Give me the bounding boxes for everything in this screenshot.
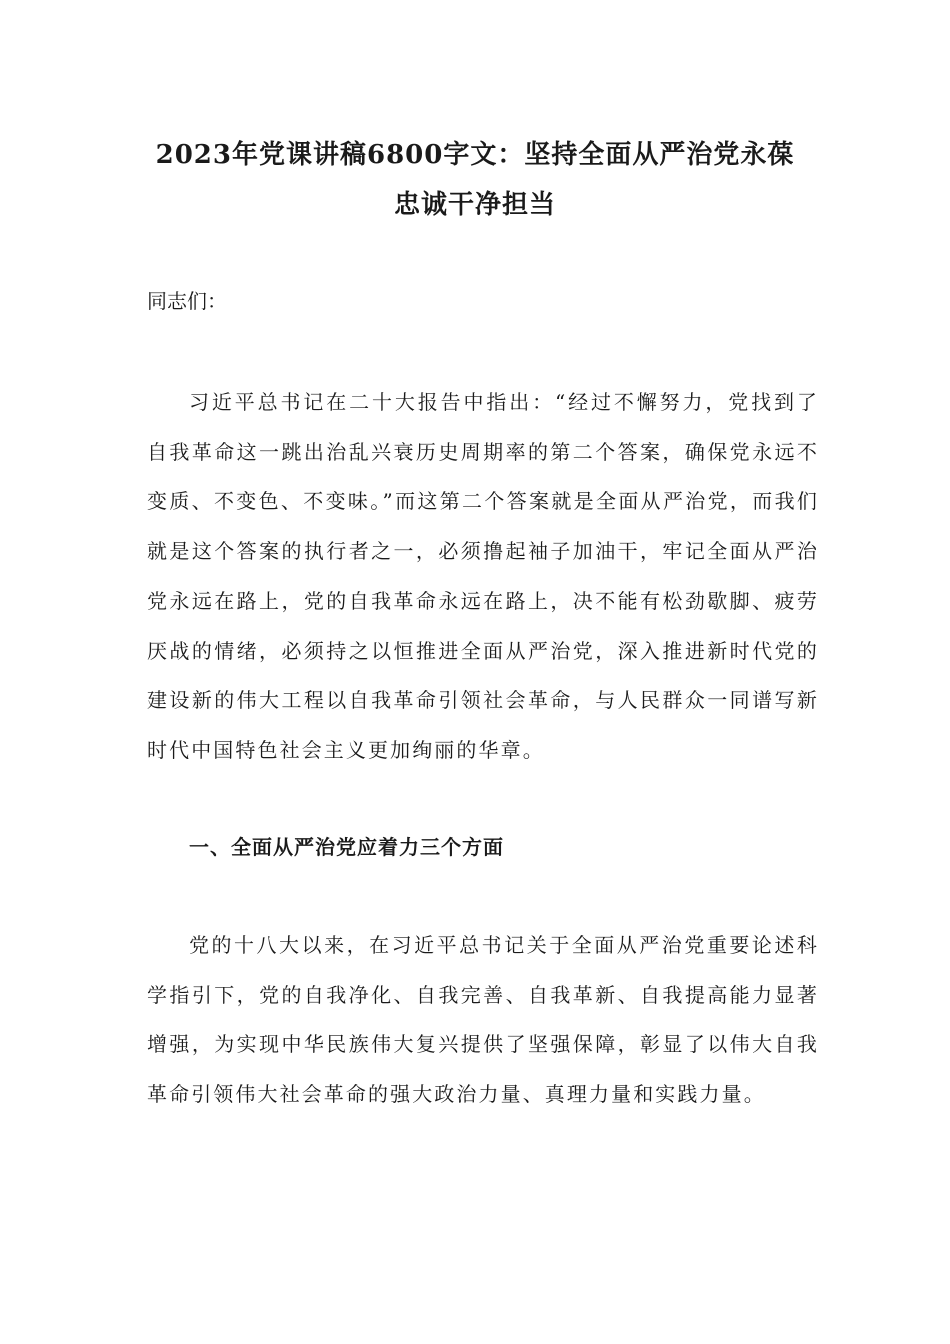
- document-title-line-1: 2023年党课讲稿6800字文：坚持全面从严治党永葆: [155, 140, 795, 170]
- section-heading-1: 一、全面从严治党应着力三个方面: [189, 835, 504, 859]
- body-paragraph-1: 习近平总书记在二十大报告中指出：“经过不懈努力，党找到了自我革命这一跳出治乱兴衰历史周期率的第二个答案，确保党永远不变质、不变色、不变味。”而这第二个答案就是全面从严治党，而我们就是这个答案的执行者之一，必须撸起袖子加油干，牢记全面从严治党永远在路上，党的自我革命永远在路上，决不能有松劲歇脚、疲劳厌战的情绪，必须持之以恒推进全面从严治党，深入推进新时代党的建设新的伟大工程以自我革命引领社会革命，与人民群众一同谱写新时代中国特色社会主义更加绚丽的华章。: [147, 390, 819, 762]
- salutation: 同志们：: [147, 289, 227, 313]
- body-paragraph-2: 党的十八大以来，在习近平总书记关于全面从严治党重要论述科学指引下，党的自我净化、自我完善、自我革新、自我提高能力显著增强，为实现中华民族伟大复兴提供了坚强保障，彰显了以伟大自我革命引领伟大社会革命的强大政治力量、真理力量和实践力量。: [147, 933, 819, 1107]
- document-title-line-2: 忠诚干净担当: [393, 190, 556, 220]
